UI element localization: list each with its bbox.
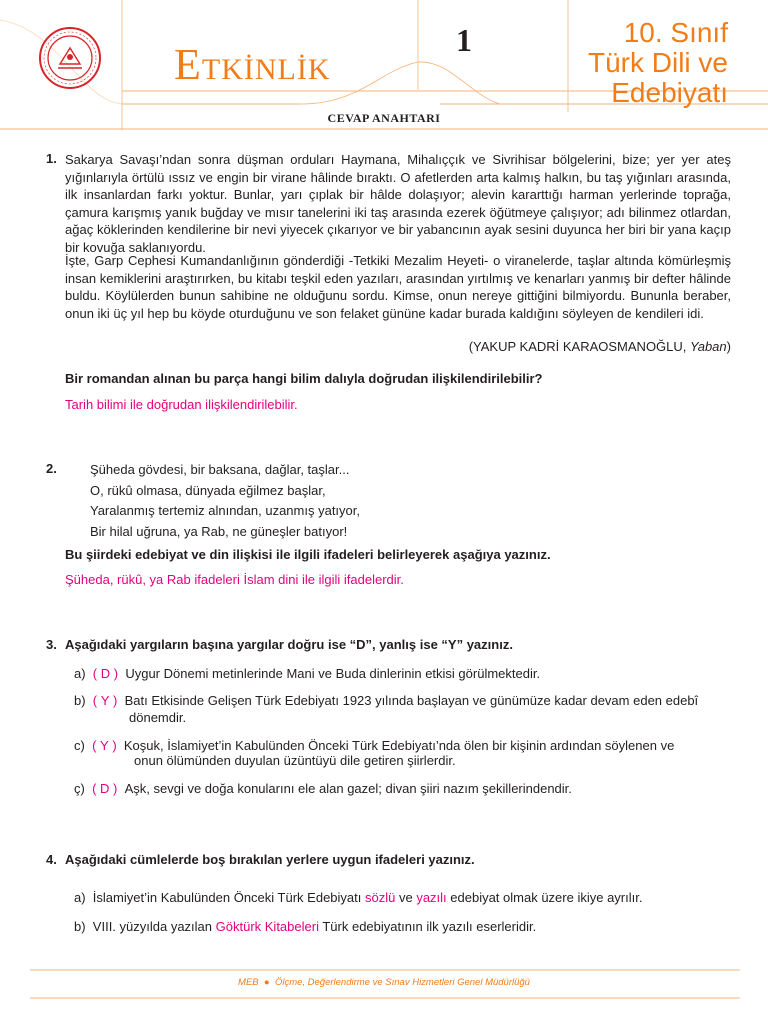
q4-item-a: a) İslamiyet’in Kabulünden Önceki Türk Edebiyatı sözlü ve yazılı edebiyat olmak üzere ikiye ayrılır. [74,890,643,905]
q2-answer: Şüheda, rükû, ya Rab ifadeleri İslam dini ile ilgili ifadelerdir. [65,572,404,587]
q3-item-b: b) ( Y ) Batı Etkisinde Gelişen Türk Edebiyatı 1923 yılında başlayan ve günümüze kadar devam eden edebî [74,693,699,708]
q3-mark-c: Y [100,738,109,753]
q4-number: 4. [46,852,57,867]
q2-question: Bu şiirdeki edebiyat ve din ilişkisi ile ilgili ifadeleri belirleyerek aşağıya yazınız. [65,547,551,562]
grade-line-1: 10. Sınıf [623,17,728,48]
q2-poem-line: Şüheda gövdesi, bir baksana, dağlar, taşlar... [90,462,350,477]
answer-key-heading: CEVAP ANAHTARI [327,111,441,125]
q1-paragraph-1: Sakarya Savaşı’ndan sonra düşman orduları Haymana, Mihalıççık ve Sivrihisar bölgelerini, bize; yer yer ateş yığınlarıyla örtülü ıssız ve engin bir virane hâlinde bıraktı. O afetlerden arta kalmış halkın, bu taş yığınları arasında, ilk insanlardan farkı yoktur. Bunlar, yarı çıplak bir hâlde dolaşıyor; alevin kararttığı harman yerlerinde toprağa, çamura karışmış yanık buğday ve mısır tanelerini iki taş arasında ezerek öğütmeye çalışıyor; adı bilinmez otlardan, ağaç köklerinden kendilerine bir nevi yiyecek çıkarıyor ve bir yabancının ayak sesini duyunca her biri bir yana kaçıp bir kovuğa saklanıyordu. [65,152,731,255]
q3-item-c-cont: onun ölümünden duyulan üzüntüyü dile getiren şiirlerdir. [134,753,456,768]
q4-fill-yazili: yazılı [416,890,447,905]
q1-number: 1. [46,151,57,166]
grade-line-3: Edebiyatı [611,77,728,108]
q3-item-b-cont: dönemdir. [129,710,187,725]
q2-number: 2. [46,461,57,476]
q1-question: Bir romandan alınan bu parça hangi bilim dalıyla doğrudan ilişkilendirilebilir? [65,371,543,386]
q2-poem-line: Yaralanmış tertemiz alnından, uzanmış yatıyor, [90,503,360,518]
q3-mark-cc: D [100,781,110,796]
q3-item-cc: ç) ( D ) Aşk, sevgi ve doğa konularını ele alan gazel; divan şiiri nazım şekillerindendir. [74,781,572,796]
q4-item-b: b) VIII. yüzyılda yazılan Göktürk Kitabeleri Türk edebiyatının ilk yazılı eserleridir. [74,919,537,934]
ministry-seal-logo [38,26,102,90]
grade-line-2: Türk Dili ve [587,47,728,78]
activity-number: 1 [456,22,472,58]
q4-fill-gokturk: Göktürk Kitabeleri [215,919,319,934]
q3-number: 3. [46,637,57,652]
grade-subject [588,18,728,108]
q1-paragraph-2: İşte, Garp Cephesi Kumandanlığının gönderdiği -Tetkiki Mezalim Heyeti- o viranelerde, taşlar altında kömürleşmiş insan kemiklerini araştırırken, bu kitabı teşkil eden yazıları, arasından yırtılmış ve kenarları yanmış bir defter hâlinde buldu. Köylülerden bunun sahibine ne olduğunu sordu. Kimse, onun nereye gittiğini bilmiyordu. Bununla beraber, onun iki üç yıl hep bu köyde oturduğunu ve son felaket gününe kadar burada kaldığını söyleyen de kendileri idi. [65,253,731,321]
q2-poem-line: Bir hilal uğruna, ya Rab, ne güneşler batıyor! [90,524,348,539]
q3-mark-b: Y [100,693,110,708]
activity-title: ETKİNLİK [174,40,331,89]
q1-source: (YAKUP KADRİ KARAOSMANOĞLU, Yaban) [468,339,731,354]
q3-question: Aşağıdaki yargıların başına yargılar doğru ise “D”, yanlış ise “Y” yazınız. [65,637,513,652]
q1-answer: Tarih bilimi ile doğrudan ilişkilendirilebilir. [65,397,298,412]
q3-item-c: c) ( Y ) Koşuk, İslamiyet’in Kabulünden Önceki Türk Edebiyatı’nda ölen bir kişinin ardından söylenen ve [74,738,675,753]
q2-poem-line: O, rükû olmasa, dünyada eğilmez başlar, [90,483,326,498]
q4-fill-sozlu: sözlü [364,890,396,905]
footer-text: MEB ● Ölçme, Değerlendirme ve Sınav Hizmetleri Genel Müdürlüğü [238,977,530,988]
q3-mark-a: D [100,666,111,681]
q3-item-a: a) ( D ) Uygur Dönemi metinlerinde Mani ve Buda dinlerinin etkisi görülmektedir. [74,666,541,681]
q4-question: Aşağıdaki cümlelerde boş bırakılan yerlere uygun ifadeleri yazınız. [65,852,475,867]
